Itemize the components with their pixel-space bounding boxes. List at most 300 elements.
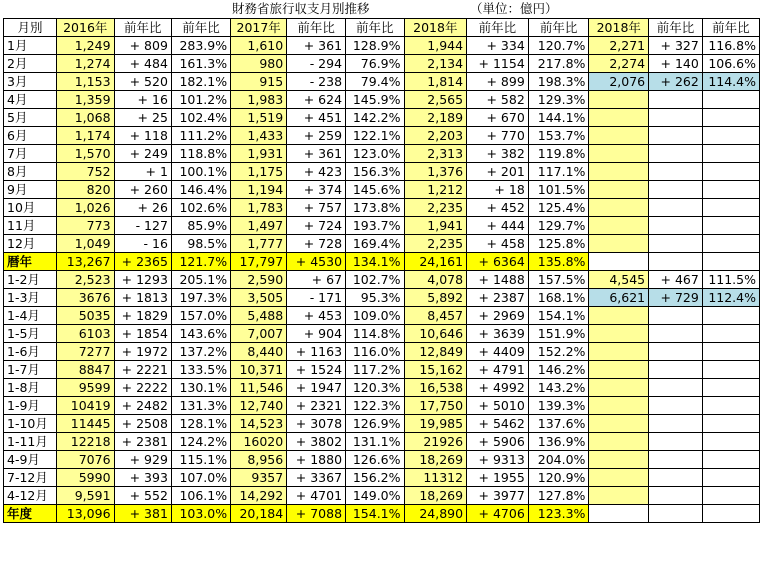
table-cell: 915 [231, 73, 287, 91]
table-cell: 10,646 [404, 325, 467, 343]
table-cell [649, 379, 703, 397]
table-cell: + 1154 [467, 55, 529, 73]
table-cell: + 361 [287, 37, 346, 55]
table-row [4, 343, 760, 361]
table-cell: 197.3% [171, 289, 230, 307]
table-cell: 15,162 [404, 361, 467, 379]
table-row [4, 433, 760, 451]
table-cell: 111.2% [171, 127, 230, 145]
table-cell: 2,203 [404, 127, 467, 145]
table-cell: 1,519 [231, 109, 287, 127]
table-cell: 117.1% [528, 163, 589, 181]
table-cell [702, 397, 759, 415]
table-cell [589, 505, 649, 523]
row-label: 6月 [4, 127, 57, 145]
table-cell: + 809 [114, 37, 171, 55]
table-cell: + 201 [467, 163, 529, 181]
table-row [4, 379, 760, 397]
row-label: 12月 [4, 235, 57, 253]
table-cell: 145.6% [346, 181, 404, 199]
table-cell: 1,274 [56, 55, 114, 73]
table-cell: + 5462 [467, 415, 529, 433]
table-cell: 102.7% [346, 271, 404, 289]
table-cell: + 929 [114, 451, 171, 469]
table-cell: + 904 [287, 325, 346, 343]
table-cell [589, 181, 649, 199]
row-label: 1-9月 [4, 397, 57, 415]
table-cell: 19,985 [404, 415, 467, 433]
header-cell: 2017年 [231, 19, 287, 37]
table-cell [649, 433, 703, 451]
table-cell [589, 379, 649, 397]
table-row [4, 451, 760, 469]
table-cell [589, 451, 649, 469]
table-cell: + 5906 [467, 433, 529, 451]
table-row [4, 217, 760, 235]
table-cell [649, 343, 703, 361]
table-row [4, 397, 760, 415]
table-cell: 5,892 [404, 289, 467, 307]
table-cell: 24,161 [404, 253, 467, 271]
table-cell: 752 [56, 163, 114, 181]
table-cell: 129.3% [528, 91, 589, 109]
table-cell: 106.6% [702, 55, 759, 73]
table-cell: 2,076 [589, 73, 649, 91]
table-cell: 157.0% [171, 307, 230, 325]
table-cell: 114.4% [702, 73, 759, 91]
table-cell [702, 379, 759, 397]
table-cell: 122.3% [346, 397, 404, 415]
table-cell: + 444 [467, 217, 529, 235]
table-cell: 16,538 [404, 379, 467, 397]
table-cell: 154.1% [346, 505, 404, 523]
table-cell: 13,096 [56, 505, 114, 523]
table-cell: + 259 [287, 127, 346, 145]
row-label: 9月 [4, 181, 57, 199]
table-cell: + 2508 [114, 415, 171, 433]
table-cell: + 729 [649, 289, 703, 307]
table-cell: 112.4% [702, 289, 759, 307]
table-cell: + 9313 [467, 451, 529, 469]
travel-balance-table [3, 18, 760, 523]
table-cell: 146.2% [528, 361, 589, 379]
table-cell: 193.7% [346, 217, 404, 235]
row-label: 4月 [4, 91, 57, 109]
table-cell [702, 325, 759, 343]
table-cell: 157.5% [528, 271, 589, 289]
table-cell: + 452 [467, 199, 529, 217]
total-row [4, 253, 760, 271]
table-cell: 1,941 [404, 217, 467, 235]
table-cell: + 724 [287, 217, 346, 235]
table-cell [649, 397, 703, 415]
table-cell: 1,783 [231, 199, 287, 217]
table-cell [649, 325, 703, 343]
table-cell: + 1488 [467, 271, 529, 289]
table-cell: + 467 [649, 271, 703, 289]
table-cell [589, 199, 649, 217]
table-cell [589, 433, 649, 451]
table-cell: 133.5% [171, 361, 230, 379]
table-cell: 5,488 [231, 307, 287, 325]
table-cell: 128.9% [346, 37, 404, 55]
table-cell: 17,750 [404, 397, 467, 415]
row-label: 4-12月 [4, 487, 57, 505]
table-cell: 980 [231, 55, 287, 73]
table-cell: 11,546 [231, 379, 287, 397]
table-cell: 136.9% [528, 433, 589, 451]
table-cell: 131.1% [346, 433, 404, 451]
table-cell [702, 217, 759, 235]
table-cell: 169.4% [346, 235, 404, 253]
table-cell: 1,931 [231, 145, 287, 163]
table-cell: + 334 [467, 37, 529, 55]
table-title: 財務省旅行収支月別推移 [232, 1, 370, 16]
table-cell [702, 451, 759, 469]
table-cell: + 757 [287, 199, 346, 217]
table-cell: + 2321 [287, 397, 346, 415]
table-cell: + 2381 [114, 433, 171, 451]
table-cell: 124.2% [171, 433, 230, 451]
table-cell: 116.8% [702, 37, 759, 55]
table-cell: 156.3% [346, 163, 404, 181]
table-cell: + 670 [467, 109, 529, 127]
header-cell: 2018年 [589, 19, 649, 37]
table-cell: 173.8% [346, 199, 404, 217]
header-cell: 2018年 [404, 19, 467, 37]
table-cell: 153.7% [528, 127, 589, 145]
table-cell: 130.1% [171, 379, 230, 397]
table-cell: + 1524 [287, 361, 346, 379]
table-cell: 2,235 [404, 199, 467, 217]
table-cell: 4,545 [589, 271, 649, 289]
row-label: 2月 [4, 55, 57, 73]
table-cell [649, 307, 703, 325]
table-row [4, 325, 760, 343]
table-cell: + 6364 [467, 253, 529, 271]
table-cell: + 728 [287, 235, 346, 253]
table-row [4, 199, 760, 217]
table-cell: + 381 [114, 505, 171, 523]
table-cell: 123.3% [528, 505, 589, 523]
table-cell [702, 91, 759, 109]
table-cell: 1,814 [404, 73, 467, 91]
table-cell: 1,026 [56, 199, 114, 217]
table-cell: 131.3% [171, 397, 230, 415]
table-cell: 12218 [56, 433, 114, 451]
table-cell: + 2969 [467, 307, 529, 325]
table-cell: 168.1% [528, 289, 589, 307]
table-cell: 109.0% [346, 307, 404, 325]
table-cell: 102.4% [171, 109, 230, 127]
table-cell: + 1 [114, 163, 171, 181]
table-cell: 7,007 [231, 325, 287, 343]
table-cell: 283.9% [171, 37, 230, 55]
table-cell: 1,570 [56, 145, 114, 163]
table-cell: + 7088 [287, 505, 346, 523]
table-cell [589, 217, 649, 235]
table-row [4, 73, 760, 91]
table-cell: + 451 [287, 109, 346, 127]
row-label: 7-12月 [4, 469, 57, 487]
table-cell [649, 415, 703, 433]
row-label: 7月 [4, 145, 57, 163]
table-cell: 120.9% [528, 469, 589, 487]
header-cell: 前年比 [287, 19, 346, 37]
header-cell: 月別 [4, 19, 57, 37]
table-cell: 145.9% [346, 91, 404, 109]
table-cell: + 423 [287, 163, 346, 181]
row-label: 11月 [4, 217, 57, 235]
table-cell: 126.9% [346, 415, 404, 433]
total-row [4, 505, 760, 523]
table-cell: 11312 [404, 469, 467, 487]
table-cell: + 1854 [114, 325, 171, 343]
table-cell [589, 91, 649, 109]
table-cell: + 249 [114, 145, 171, 163]
table-cell: 9599 [56, 379, 114, 397]
table-cell: 1,212 [404, 181, 467, 199]
table-cell: 76.9% [346, 55, 404, 73]
table-cell [702, 343, 759, 361]
table-row [4, 487, 760, 505]
row-label: 暦年 [4, 253, 57, 271]
table-cell [702, 199, 759, 217]
table-cell: + 458 [467, 235, 529, 253]
table-cell [702, 505, 759, 523]
table-cell: 142.2% [346, 109, 404, 127]
row-label: 1-6月 [4, 343, 57, 361]
table-cell: + 1947 [287, 379, 346, 397]
table-cell: 8,457 [404, 307, 467, 325]
table-cell: 8,956 [231, 451, 287, 469]
table-cell: 1,175 [231, 163, 287, 181]
table-cell: 2,271 [589, 37, 649, 55]
table-cell: 2,235 [404, 235, 467, 253]
table-cell: 14,523 [231, 415, 287, 433]
row-label: 年度 [4, 505, 57, 523]
table-cell: 204.0% [528, 451, 589, 469]
table-cell [589, 109, 649, 127]
table-cell: 119.8% [528, 145, 589, 163]
table-cell [589, 127, 649, 145]
table-cell: 100.1% [171, 163, 230, 181]
table-cell: + 26 [114, 199, 171, 217]
table-cell: 11445 [56, 415, 114, 433]
table-cell: 134.1% [346, 253, 404, 271]
table-cell: 182.1% [171, 73, 230, 91]
table-cell [649, 163, 703, 181]
table-cell: 14,292 [231, 487, 287, 505]
row-label: 1-7月 [4, 361, 57, 379]
table-cell: 95.3% [346, 289, 404, 307]
table-cell [649, 91, 703, 109]
table-cell: 10419 [56, 397, 114, 415]
table-cell: 820 [56, 181, 114, 199]
table-cell: 144.1% [528, 109, 589, 127]
table-cell: + 552 [114, 487, 171, 505]
table-cell: + 1972 [114, 343, 171, 361]
table-cell [649, 181, 703, 199]
table-cell [702, 253, 759, 271]
table-cell [589, 343, 649, 361]
header-cell: 前年比 [114, 19, 171, 37]
table-cell: 2,274 [589, 55, 649, 73]
table-cell [589, 415, 649, 433]
table-cell [702, 307, 759, 325]
table-cell [702, 487, 759, 505]
table-cell [649, 127, 703, 145]
table-cell: 1,944 [404, 37, 467, 55]
table-row [4, 361, 760, 379]
table-cell: 2,134 [404, 55, 467, 73]
table-cell: 12,849 [404, 343, 467, 361]
table-cell: 1,497 [231, 217, 287, 235]
table-cell: 106.1% [171, 487, 230, 505]
table-cell: 2,313 [404, 145, 467, 163]
table-cell: + 624 [287, 91, 346, 109]
table-cell [589, 361, 649, 379]
table-cell: + 67 [287, 271, 346, 289]
row-label: 5月 [4, 109, 57, 127]
table-cell: 198.3% [528, 73, 589, 91]
header-cell: 2016年 [56, 19, 114, 37]
table-cell: 123.0% [346, 145, 404, 163]
table-cell: + 393 [114, 469, 171, 487]
table-cell: 117.2% [346, 361, 404, 379]
table-cell: 118.8% [171, 145, 230, 163]
table-cell: + 260 [114, 181, 171, 199]
table-cell: 101.5% [528, 181, 589, 199]
row-label: 1-10月 [4, 415, 57, 433]
table-cell: + 3802 [287, 433, 346, 451]
table-cell: + 361 [287, 145, 346, 163]
table-cell: 21926 [404, 433, 467, 451]
table-cell: 1,249 [56, 37, 114, 55]
table-cell [702, 361, 759, 379]
table-cell: 121.7% [171, 253, 230, 271]
table-cell: 20,184 [231, 505, 287, 523]
table-cell: + 2221 [114, 361, 171, 379]
table-cell: 143.6% [171, 325, 230, 343]
table-cell [589, 487, 649, 505]
table-cell: 9,591 [56, 487, 114, 505]
table-cell: 17,797 [231, 253, 287, 271]
table-cell: 4,078 [404, 271, 467, 289]
table-cell: + 327 [649, 37, 703, 55]
row-label: 4-9月 [4, 451, 57, 469]
table-cell: - 16 [114, 235, 171, 253]
table-cell: 120.3% [346, 379, 404, 397]
table-cell: + 484 [114, 55, 171, 73]
table-cell: 1,610 [231, 37, 287, 55]
table-cell: 1,433 [231, 127, 287, 145]
table-cell: 85.9% [171, 217, 230, 235]
table-cell [702, 181, 759, 199]
table-cell: 1,174 [56, 127, 114, 145]
row-label: 1月 [4, 37, 57, 55]
table-row [4, 469, 760, 487]
table-cell: 2,523 [56, 271, 114, 289]
table-cell [589, 235, 649, 253]
row-label: 3月 [4, 73, 57, 91]
table-cell: - 294 [287, 55, 346, 73]
table-cell: 7277 [56, 343, 114, 361]
table-cell: + 1293 [114, 271, 171, 289]
table-cell: 129.7% [528, 217, 589, 235]
table-cell: 24,890 [404, 505, 467, 523]
table-cell: 101.2% [171, 91, 230, 109]
table-cell: 98.5% [171, 235, 230, 253]
table-cell: 1,376 [404, 163, 467, 181]
table-cell [702, 415, 759, 433]
header-cell: 前年比 [649, 19, 703, 37]
table-cell: - 238 [287, 73, 346, 91]
table-cell: 137.2% [171, 343, 230, 361]
table-cell: - 171 [287, 289, 346, 307]
table-cell [702, 469, 759, 487]
table-cell: 79.4% [346, 73, 404, 91]
table-cell: + 18 [467, 181, 529, 199]
table-cell: + 4530 [287, 253, 346, 271]
table-cell: 125.4% [528, 199, 589, 217]
table-cell [649, 487, 703, 505]
table-cell: 154.1% [528, 307, 589, 325]
table-cell: + 1880 [287, 451, 346, 469]
table-cell: 103.0% [171, 505, 230, 523]
table-row [4, 37, 760, 55]
table-row [4, 163, 760, 181]
table-cell [649, 235, 703, 253]
header-cell: 前年比 [528, 19, 589, 37]
table-cell [589, 307, 649, 325]
table-cell: 7076 [56, 451, 114, 469]
table-cell: + 453 [287, 307, 346, 325]
table-cell [649, 145, 703, 163]
table-cell: + 4992 [467, 379, 529, 397]
row-label: 1-2月 [4, 271, 57, 289]
table-cell: 6,621 [589, 289, 649, 307]
table-cell: + 1829 [114, 307, 171, 325]
table-row [4, 307, 760, 325]
table-cell: 205.1% [171, 271, 230, 289]
table-cell: + 4409 [467, 343, 529, 361]
table-cell [649, 109, 703, 127]
header-cell: 前年比 [702, 19, 759, 37]
table-cell: + 140 [649, 55, 703, 73]
header-cell: 前年比 [467, 19, 529, 37]
table-cell: + 262 [649, 73, 703, 91]
table-cell: 115.1% [171, 451, 230, 469]
table-cell [702, 235, 759, 253]
table-cell: + 16 [114, 91, 171, 109]
table-cell: 2,189 [404, 109, 467, 127]
table-cell: 3676 [56, 289, 114, 307]
table-cell: + 520 [114, 73, 171, 91]
table-cell: 161.3% [171, 55, 230, 73]
table-cell: 12,740 [231, 397, 287, 415]
table-cell: + 2222 [114, 379, 171, 397]
table-cell: 6103 [56, 325, 114, 343]
table-row [4, 271, 760, 289]
table-cell: + 2387 [467, 289, 529, 307]
table-cell: 125.8% [528, 235, 589, 253]
table-cell [649, 217, 703, 235]
table-cell [702, 109, 759, 127]
table-cell: 8,440 [231, 343, 287, 361]
table-cell: 128.1% [171, 415, 230, 433]
table-cell: 2,565 [404, 91, 467, 109]
